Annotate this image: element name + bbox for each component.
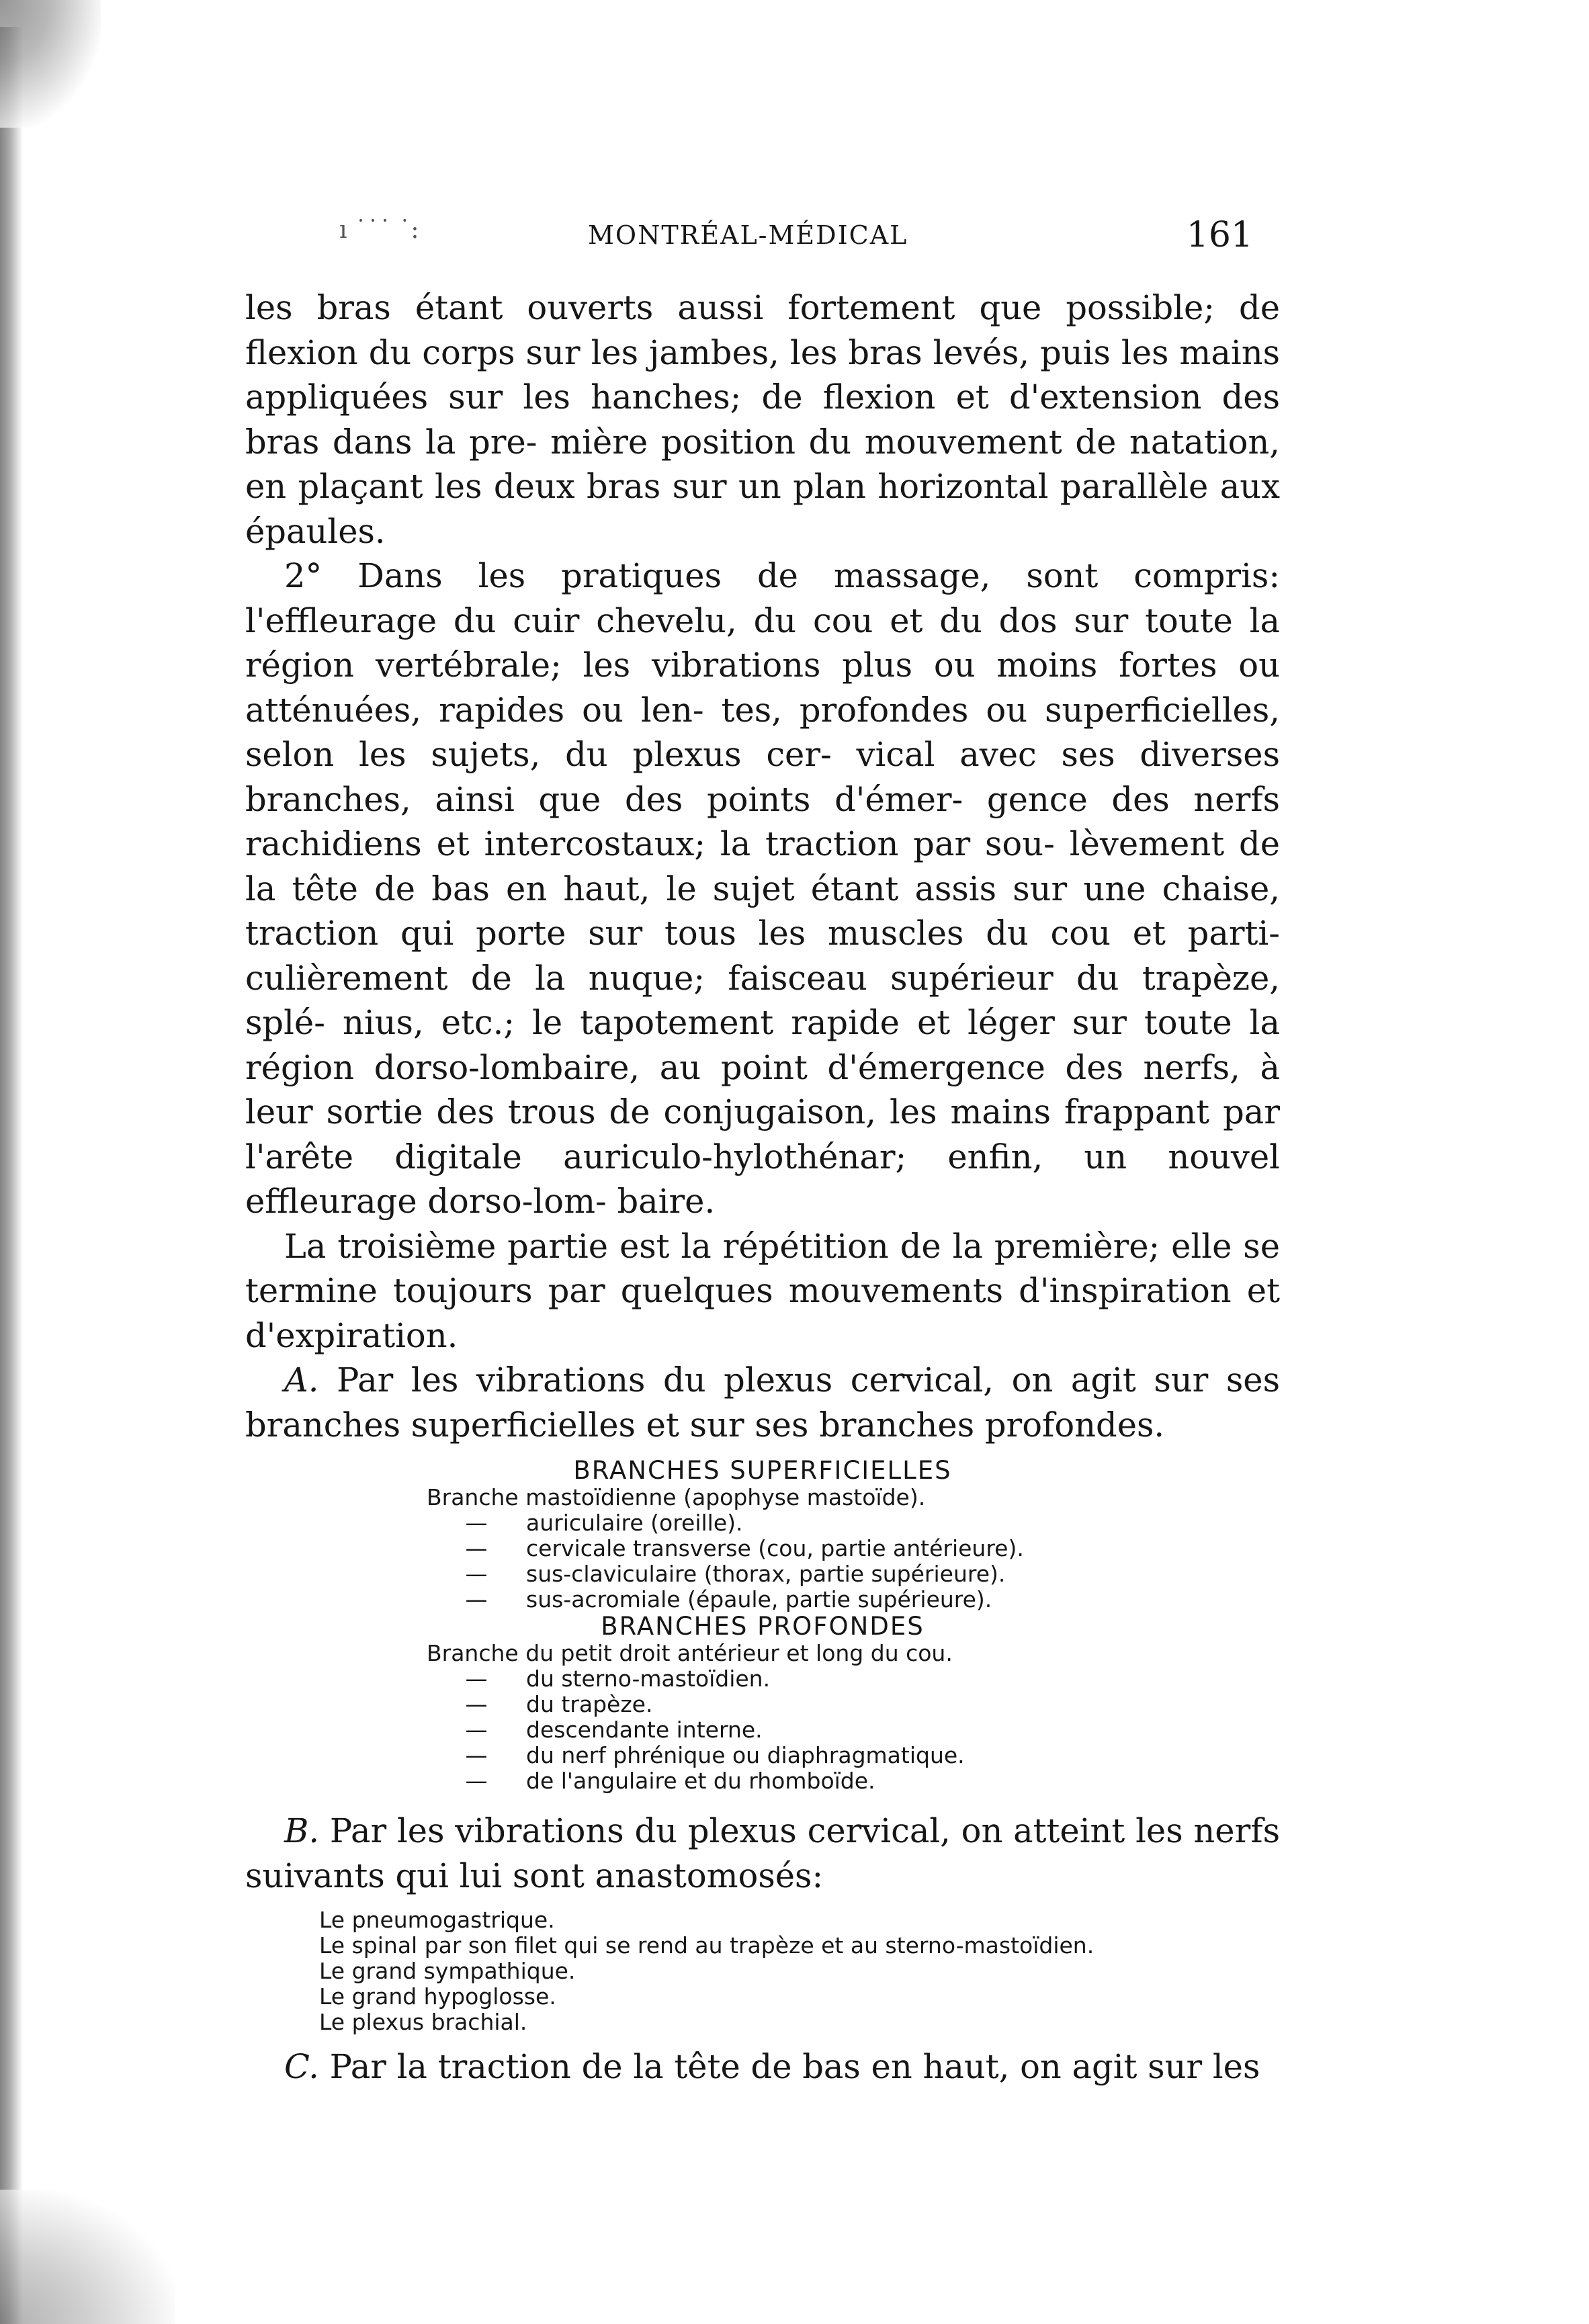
text-line: chaise, traction qui porte sur tous les muscles du cou et parti-	[245, 869, 1280, 953]
text-line: nerfs suivants qui lui sont anastomosés:	[245, 1811, 1280, 1895]
section-b-paragraph	[245, 1809, 1280, 1898]
list-item	[245, 1717, 1280, 1743]
text-line: 2° Dans les pratiques de massage, sont compris: l'effleurage	[245, 556, 1280, 640]
list-item	[245, 1510, 1280, 1536]
list-item-text: descendante interne.	[526, 1717, 763, 1743]
list-item	[245, 1536, 1280, 1561]
text-line: bras sur un plan horizontal parallèle aux épaules.	[245, 467, 1281, 551]
list-item-text: sus-acromiale (épaule, partie supérieure).	[526, 1586, 992, 1612]
list-dash: —	[465, 1666, 488, 1692]
section-letter: A.	[284, 1361, 319, 1400]
text-line: les bras étant ouverts aussi fortement que possible; de flexion	[245, 288, 1280, 372]
list-item: Le grand hypoglosse.	[319, 1983, 556, 2010]
massage-paragraph	[245, 554, 1280, 1224]
section-c-paragraph	[245, 2045, 1280, 2090]
text-line: du corps sur les jambes, les bras levés, puis les mains appliquées	[245, 333, 1280, 417]
text-line: auriculo-hylothénar; enfin, un nouvel effleurage dorso-lom-	[245, 1137, 1280, 1221]
list-item: Le grand sympathique.	[319, 1958, 576, 1984]
list-item	[245, 1743, 1280, 1768]
journal-title: MONTRÉAL-MÉDICAL	[588, 220, 908, 250]
list-item: Le spinal par son filet qui se rend au trapèze et au sterno-mastoïdien.	[319, 1932, 1094, 1959]
text-line: baire.	[617, 1182, 716, 1221]
list-dash: —	[465, 1510, 488, 1536]
list-item-text: auriculaire (oreille).	[526, 1510, 743, 1536]
list-dash: —	[465, 1586, 488, 1612]
running-header	[339, 215, 1253, 255]
list-heading: BRANCHES SUPERFICIELLES	[573, 1456, 952, 1485]
text-line: mière position du mouvement de natation, en plaçant les deux	[245, 422, 1280, 506]
text-line: Par les vibrations du plexus cervical, on agit sur ses	[337, 1361, 1280, 1400]
list-item	[245, 1768, 1280, 1794]
list-lead	[245, 1485, 1280, 1510]
list-heading: BRANCHES PROFONDES	[601, 1612, 925, 1641]
intro-paragraph	[245, 286, 1280, 554]
list-item	[245, 1587, 1280, 1612]
section-letter: B.	[284, 1811, 320, 1850]
text-line: des trous de conjugaison, les mains frappant par l'arête digitale	[245, 1092, 1280, 1176]
list-dash: —	[465, 1768, 488, 1794]
list-item-text: de l'angulaire et du rhomboïde.	[526, 1768, 875, 1794]
list-item: Le plexus brachial.	[319, 2009, 527, 2035]
scan-smudge-top	[0, 0, 101, 128]
text-line: nius, etc.; le tapotement rapide et léger sur toute la région	[245, 1003, 1280, 1087]
anastomosed-nerves-list	[245, 1907, 1280, 2035]
text-line: gence des nerfs rachidiens et intercostaux; la traction par sou-	[245, 779, 1280, 863]
superficial-branches-list	[245, 1457, 1280, 1794]
list-item	[245, 1692, 1280, 1717]
list-lead-text: Branche du petit droit antérieur et long du cou.	[427, 1640, 953, 1666]
list-dash: —	[465, 1691, 488, 1717]
text-line: culièrement de la nuque; faisceau supérieur du trapèze, splé-	[245, 958, 1280, 1042]
list-lead-text: Branche mastoïdienne (apophyse mastoïde).	[427, 1484, 926, 1510]
text-line: La troisième partie est la répétition de la première; elle se	[284, 1226, 1280, 1266]
list-item-text: sus-claviculaire (thorax, partie supérieure).	[526, 1561, 1006, 1587]
list-item-text: du sterno-mastoïdien.	[526, 1666, 771, 1692]
text-line: vical avec ses diverses branches, ainsi que des points d'émer-	[245, 735, 1280, 819]
section-letter: C.	[284, 2047, 319, 2086]
list-dash: —	[465, 1535, 488, 1561]
binding-shadow	[0, 27, 23, 2324]
text-line: du cuir chevelu, du cou et du dos sur toute la région vertébrale;	[245, 601, 1280, 685]
list-item-text: du trapèze.	[526, 1691, 653, 1717]
list-dash: —	[465, 1717, 488, 1743]
list-item: Le pneumogastrique.	[319, 1907, 555, 1933]
text-line: dorso-lombaire, au point d'émergence des nerfs, à leur sortie	[245, 1047, 1280, 1131]
list-item-text: cervicale transverse (cou, partie antérieure).	[526, 1535, 1024, 1561]
list-dash: —	[465, 1742, 488, 1768]
text-line: lèvement de la tête de bas en haut, le sujet étant assis sur une	[245, 824, 1280, 908]
text-line: d'expiration.	[245, 1316, 458, 1355]
third-part-paragraph	[245, 1224, 1280, 1359]
text-line: Par la traction de la tête de bas en haut, on agit sur les	[329, 2047, 1260, 2086]
page-number: 161	[1186, 215, 1253, 255]
page-body	[245, 286, 1280, 2090]
list-item	[245, 1666, 1280, 1692]
text-line: branches superficielles et sur ses branches profondes.	[245, 1405, 1165, 1445]
header-marks: ı ˙˙˙ ˙:	[339, 216, 419, 244]
text-line: sur les hanches; de flexion et d'extension des bras dans la pre-	[245, 378, 1280, 462]
text-line: termine toujours par quelques mouvements d'inspiration et	[245, 1271, 1280, 1310]
list-dash: —	[465, 1561, 488, 1587]
list-lead	[245, 1641, 1280, 1666]
list-item	[245, 1561, 1280, 1587]
text-line: tes, profondes ou superficielles, selon les sujets, du plexus cer-	[245, 690, 1280, 774]
text-line: Par les vibrations du plexus cervical, on atteint les	[329, 1811, 1183, 1850]
section-a-paragraph	[245, 1358, 1280, 1447]
text-line: les vibrations plus ou moins fortes ou atténuées, rapides ou len-	[245, 646, 1280, 730]
scan-smudge-bottom	[0, 2190, 175, 2324]
list-item-text: du nerf phrénique ou diaphragmatique.	[526, 1742, 965, 1768]
